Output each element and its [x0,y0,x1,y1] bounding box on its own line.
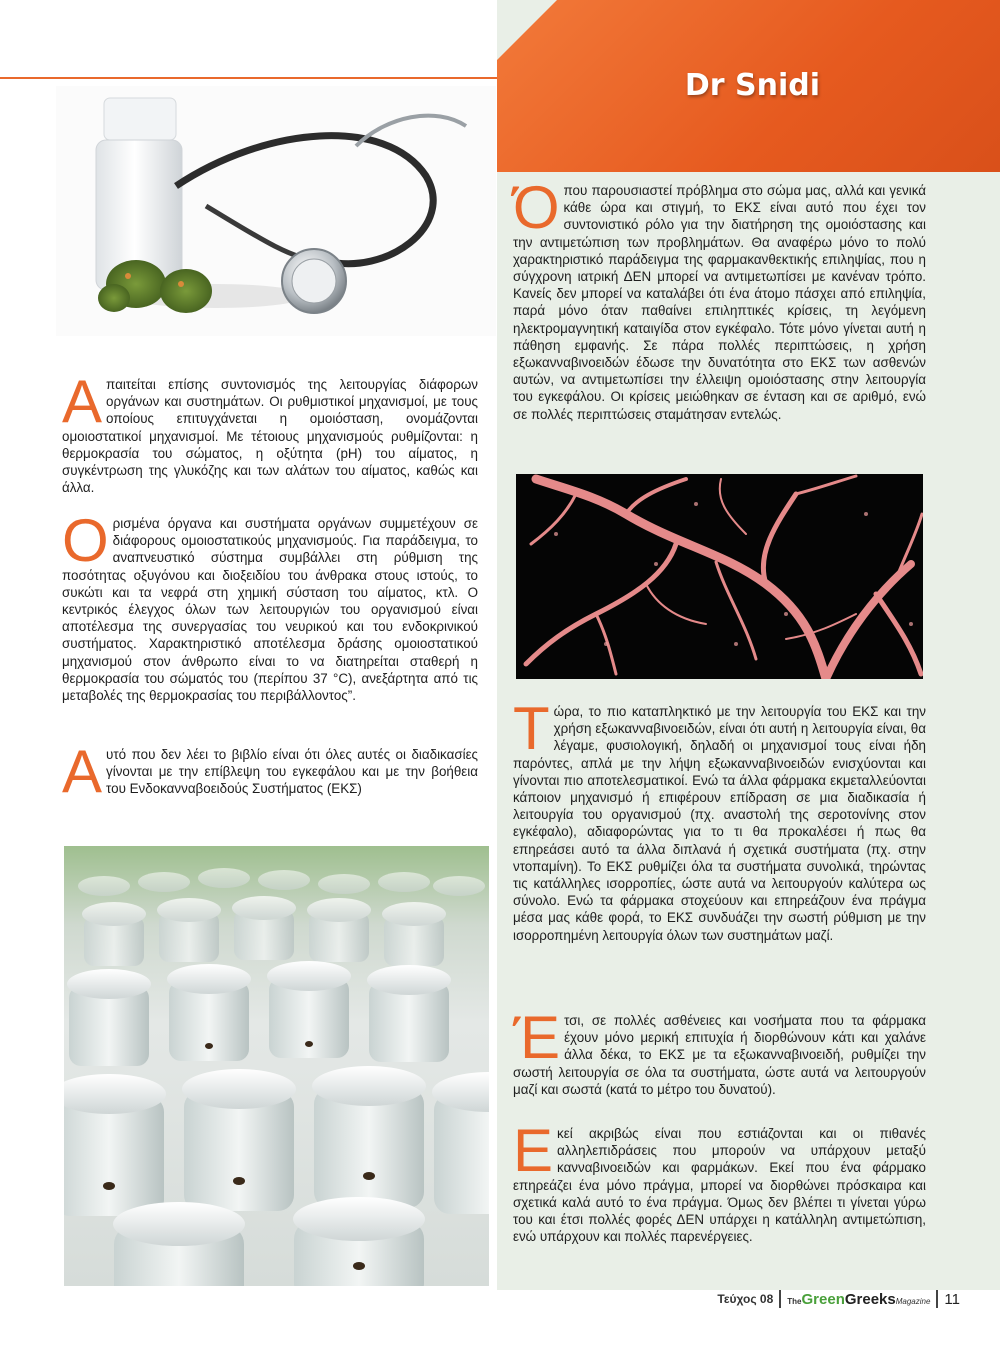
brand-greeks: Greeks [844,1290,896,1308]
pill-bottle-stethoscope-photo [56,86,496,336]
dropcap: Ο [62,507,109,574]
paragraph-text: ώρα, το πιο καταπληκτικό με την λειτουργία του ΕΚΣ και την χρήση εξωκανναβινοειδών, είναι ότι αυτή η λειτουργία είναι, θα λέγαμε, φυσιολογική, δηλαδή οι μηχανισμοί τους είναι ήδη παρόντες, απλά με την λήψη εξωκανναβινοειδών ενισχύονται και γίνονται πιο αποτελεσματικοί. Ενώ τα άλλα φάρμακα εκμεταλλεύονται κάποιον μηχανισμό ή επιφέρουν επίδραση σε μια διαδικασία ή λειτουργία του οργανισμού (πχ. αναστολή της σεροτονίνης στον εγκέφαλο), αδιαφορώντας για το τι θα προκαλέσει ή πως θα επηρεάσει αυτό τα άλλα διπλανά ή σχετικά συστήματα (πχ. στην ντοπαμίνη). Το ΕΚΣ ρυθμίζει όλα τα συστήματα συνολικά, τηρώντας τις κατάλληλες ισορροπίες, ώστε αυτά να λειτουργούν καλύτερα ως σύνολο. Ενώ τα φάρμακα στοχεύουν και επηρεάζουν ένα πράγμα μέσα μας κάθε φορά, το ΕΚΣ συνδυάζει την σωστή ρύθμιση με την ισορροπημένη λειτουργία όλων των συστημάτων μαζί. [513,704,926,943]
dropcap: Α [62,368,103,435]
page-footer [717,1290,960,1308]
issue-number: Τεύχος 08 [717,1292,774,1306]
left-paragraph-2 [62,507,478,704]
footer-divider [779,1290,781,1308]
right-paragraph-4 [513,1117,926,1245]
dropcap: Τ [513,695,550,762]
paragraph-text: υτό που δεν λέει το βιβλίο είναι ότι όλες αυτές οι διαδικασίες γίνονται με την επίβλεψη του εγκεφάλου και με την βοήθεια του Ενδοκανναβοειδούς Συστήματος (ΕΚΣ) [106,747,478,797]
dropcap: Έ [513,1004,561,1071]
paragraph-text: ρισμένα όργανα και συστήματα οργάνων συμμετέχουν σε διάφορους ομοιοστατικούς μηχανισμούς. Για παράδειγμα, το αναπνευστικό σύστημα συμβάλλει στη ρύθμιση της ποσότητας οξυγόνου και διοξειδίου του άνθρακα στους ιστούς, το συκώτι και τα νεφρά στη χημική σύσταση του αίματος, κτλ. Ο κεντρικός έλεγχος όλων των λειτουργιών του οργανισμού είναι αποτέλεσμα της συνεργασίας του νευρικού και του ενδοκρινικού συστήματος. Χαρακτηριστικό αποτέλεσμα δράσης ομοιοστατικού μηχανισμού στον άνθρωπο είναι το να διατηρείται σταθερή η θερμοκρασία του σώματός του (περίπου 37 °C), ανεξάρτητα από τις μεταβολές της θερμοκρασίας του περιβάλλοντος”. [62,516,478,704]
dropcap: Ε [513,1117,554,1184]
neuron-microscopy-photo [516,474,923,679]
right-paragraph-1 [513,174,926,423]
page-number: 11 [944,1290,960,1308]
right-paragraph-2 [513,695,926,944]
brand-magazine: Magazine [895,1296,931,1306]
paragraph-text: παιτείται επίσης συντονισμός της λειτουργίας διάφορων οργάνων και συστημάτων. Οι ρυθμιστικοί μηχανισμοί, με τους οποίους επιτυγχάνεται η ομοιόσταση, ονομάζονται ομοιοστατικοί μηχανισμοί. Με τέτοιους μηχανισμούς ρυθμίζονται: η θερμοκρασία του σώματος, η οξύτητα (pH) του αίματος, η συγκέντρωση της γλυκόζης και των αλάτων του αίματος, καθώς και άλλα. [62,377,478,496]
dropcap: Α [62,738,103,805]
page-title: Dr Snidi [684,68,820,103]
left-paragraph-1 [62,368,478,496]
left-paragraph-3 [62,738,478,805]
brand-green: Green [801,1290,845,1308]
paragraph-text: που παρουσιαστεί πρόβλημα στο σώμα μας, αλλά και γενικά κάθε ώρα και στιγμή, το ΕΚΣ είναι αυτό που έχει τον συντονιστικό ρόλο για την διατήρηση της ομοιόστασης και την αντιμετώπιση των προβλημάτων. Θα αναφέρω μόνο το πολύ χαρακτηριστικό παράδειγμα της φαρμακανθεκτικής επιληψίας, που η σύγχρονη ιατρική ΔΕΝ μπορεί να αντιμετωπίσει με κανέναν τρόπο. Κανείς δεν μπορεί να καταλάβει ότι ένα άτομο πάσχει από επιληψία, παρά μόνο όταν παθαίνει επιληπτικές κρίσεις, τη λεγόμενη ηλεκτρομαγνητική καταιγίδα στον εγκέφαλο. Τότε μόνο γίνεται αυτή η πάθηση εμφανής. Σε πάρα πολλές περιπτώσεις, η χρήση εξωκανναβινοειδών έδωσε την δυνατότητα στο ΕΚΣ των ασθενών αυτών, να αντιμετωπίσει την έλλειψη ομοιόστασης στην λειτουργία του εγκεφάλου. Οι κρίσεις μειώθηκαν σε ένταση και σε αριθμό, ενώ σε πολλές περιπτώσεις σταμάτησαν εντελώς. [513,183,926,422]
brand-the: The [787,1296,802,1306]
dropcap: Ό [513,174,560,241]
glass-vials-seeds-photo [64,846,489,1286]
magazine-logo [787,1291,930,1308]
right-paragraph-3 [513,1004,926,1098]
paragraph-text: τσι, σε πολλές ασθένειες και νοσήματα που τα φάρμακα έχουν μόνο μερική επιτυχία ή διορθώνουν κάτι και χαλάνε άλλα δέκα, το ΕΚΣ με τα εξωκανναβινοειδή, ρυθμίζει την σωστή λειτουργία σε όλα τα συστήματα, ώστε αυτά να λειτουργούν μαζί και σωστά (κατά το μέτρο του δυνατού). [513,1013,926,1097]
paragraph-text: κεί ακριβώς είναι που εστιάζονται και οι πιθανές αλληλεπιδράσεις που μπορούν να υπάρχουν μεταξύ κανναβινοειδών και φαρμάκων. Εκεί που ένα φάρμακο επηρεάζει ένα μόνο πράγμα, μπορεί να διορθώνει πρόσκαιρα και σχετικά καλά αυτό το ένα πράγμα. Όμως δεν βλέπει τι γίνεται γύρω του και έτσι πολλές φορές ΔΕΝ υπάρχει η κατάλληλη αντιμετώπιση, ενώ υπάρχουν και πολλές παρενέργειες. [513,1126,926,1245]
top-orange-rule [0,77,540,79]
footer-divider [936,1290,938,1308]
